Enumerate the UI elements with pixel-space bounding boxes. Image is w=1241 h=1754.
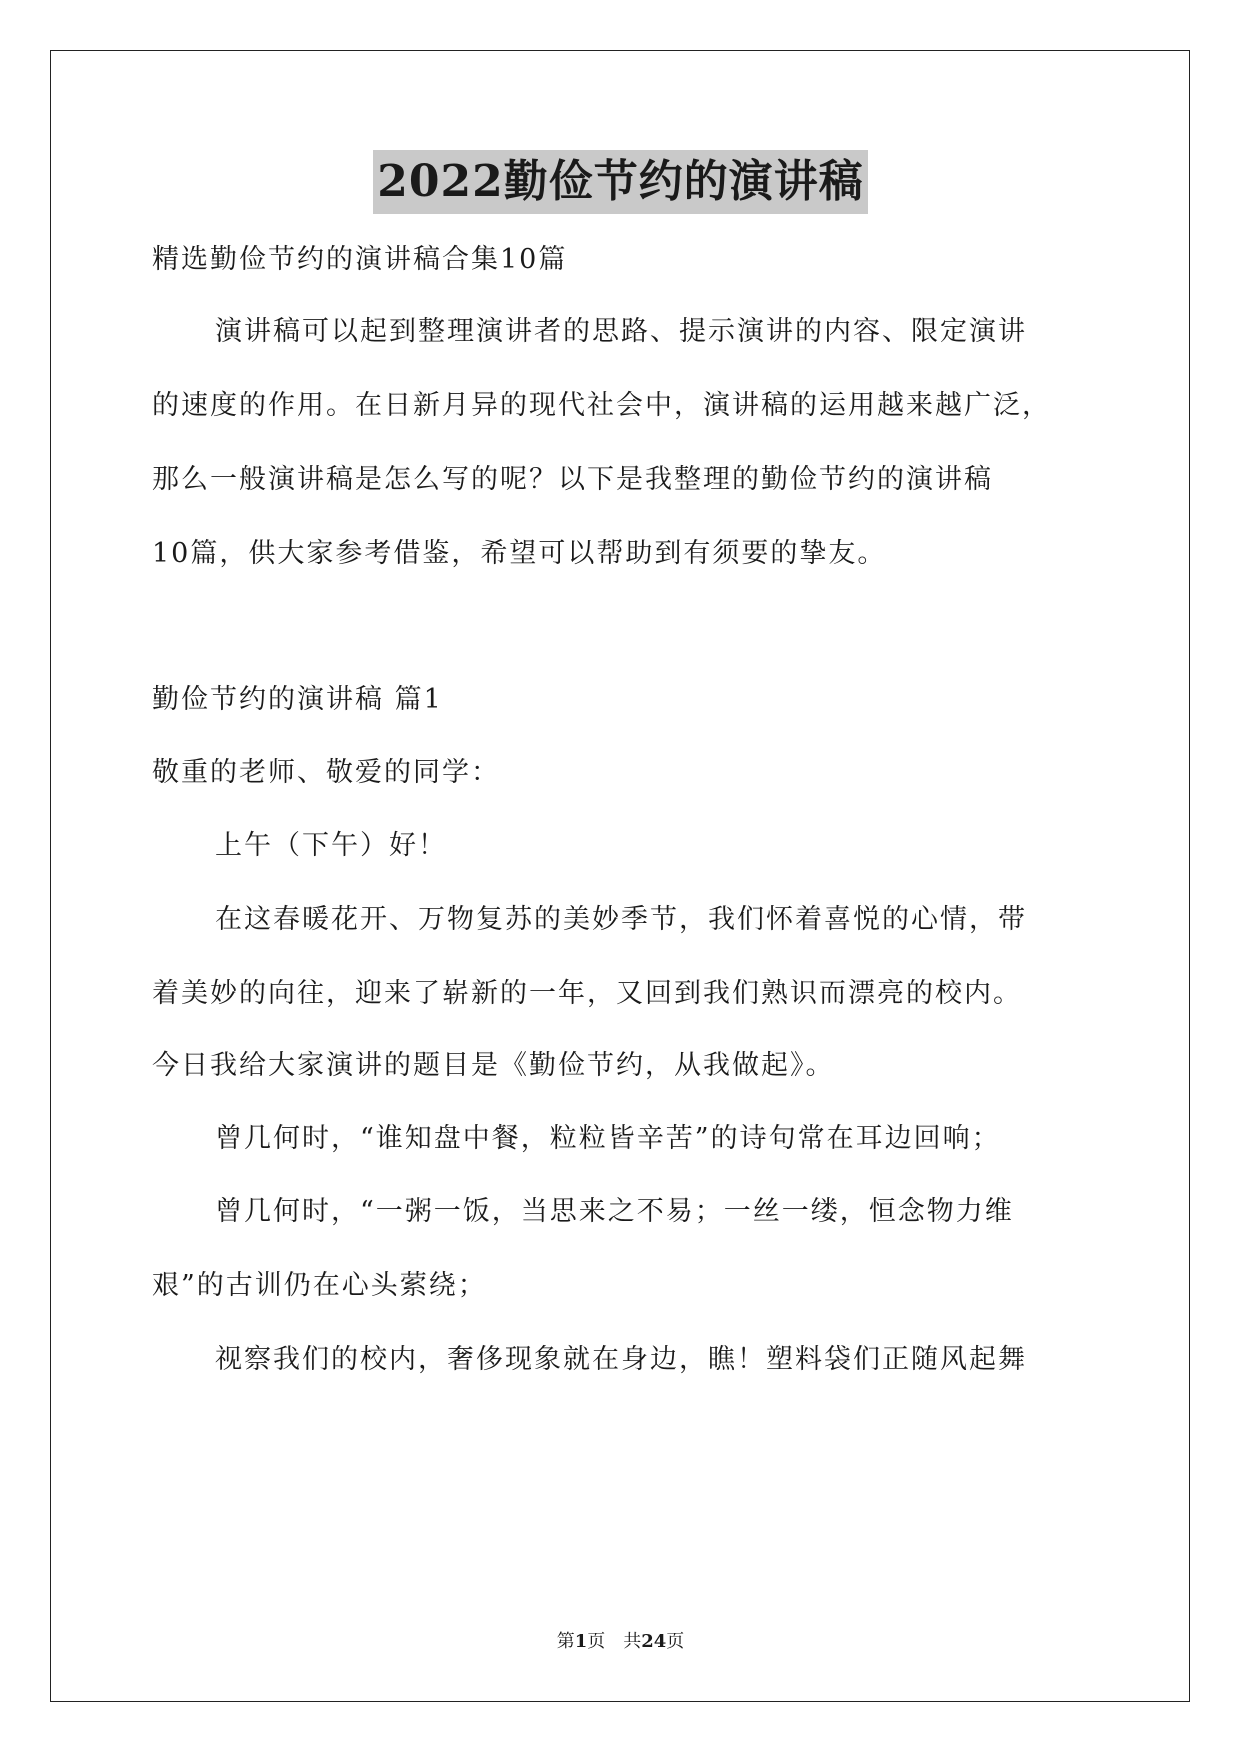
paragraph-line: 上午（下午）好！ [215,830,447,861]
paragraph-line: 的速度的作用。在日新月异的现代社会中，演讲稿的运用越来越广泛， [152,390,1051,421]
paragraph-line: 演讲稿可以起到整理演讲者的思路、提示演讲的内容、限定演讲 [215,316,1027,347]
paragraph-line: 着美妙的向往，迎来了崭新的一年，又回到我们熟识而漂亮的校内。 [152,978,1022,1009]
subtitle-line: 精选勤俭节约的演讲稿合集10篇 [152,244,568,275]
section-heading: 勤俭节约的演讲稿 篇1 [152,684,443,715]
footer-page-prefix: 第 [556,1631,575,1652]
footer-total-pages: 24 [641,1631,667,1652]
footer-total-suffix: 页 [666,1631,685,1652]
paragraph-line: 在这春暖花开、万物复苏的美妙季节，我们怀着喜悦的心情，带 [215,904,1027,935]
paragraph-line: 视察我们的校内，奢侈现象就在身边，瞧！塑料袋们正随风起舞 [215,1344,1027,1375]
paragraph-line: 今日我给大家演讲的题目是《勤俭节约，从我做起》。 [152,1050,835,1081]
footer-page-number: 1 [574,1631,588,1652]
paragraph-line: 那么一般演讲稿是怎么写的呢？以下是我整理的勤俭节约的演讲稿 [152,464,993,495]
page-border [50,50,1190,1702]
title-container [0,150,1241,214]
footer-total-prefix: 共 [623,1631,642,1652]
document-title: 2022勤俭节约的演讲稿 [373,150,867,214]
page-footer [0,1630,1241,1654]
paragraph-line: 曾几何时，“谁知盘中餐，粒粒皆辛苦”的诗句常在耳边回响； [215,1123,1001,1154]
footer-page-suffix: 页 [587,1631,606,1652]
paragraph-line: 曾几何时，“一粥一饭，当思来之不易；一丝一缕，恒念物力维 [215,1196,1014,1227]
salutation-line: 敬重的老师、敬爱的同学： [152,757,500,788]
paragraph-line: 艰”的古训仍在心头萦绕； [152,1270,487,1301]
paragraph-line: 10篇，供大家参考借鉴，希望可以帮助到有须要的挚友。 [152,538,887,569]
